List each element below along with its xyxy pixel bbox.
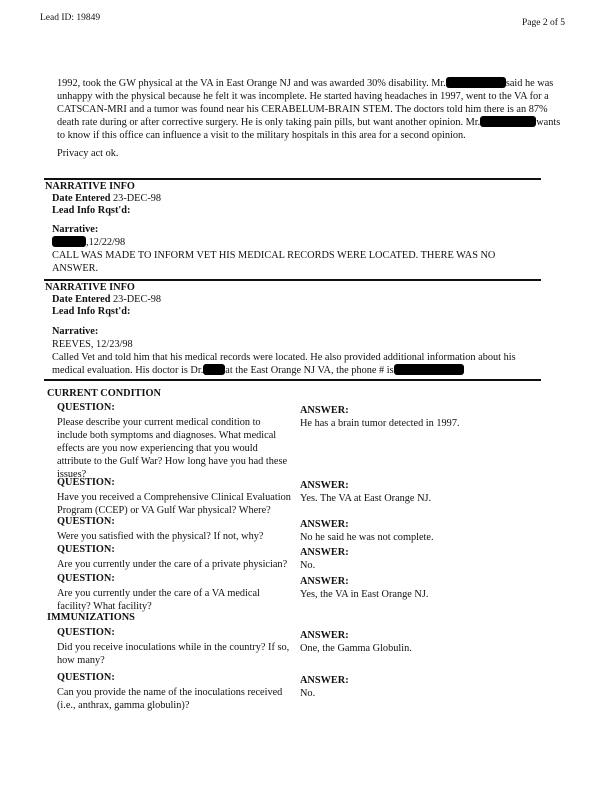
- answer-text: No.: [300, 688, 316, 699]
- text: unhappy with the physical because he felt it was incomplete. He started having headaches in 1997, went to the VA for a: [57, 91, 549, 102]
- answer-label: ANSWER:: [300, 405, 349, 416]
- question-text: Can you provide the name of the inoculations received: [57, 687, 283, 698]
- question-label: QUESTION:: [57, 627, 115, 638]
- question-label: QUESTION:: [57, 402, 115, 413]
- text: wants: [536, 117, 561, 128]
- question-text: Are you currently under the care of a VA medical: [57, 588, 260, 599]
- text: 1992, took the GW physical at the VA in East Orange NJ and was awarded 30% disability. Mr.: [57, 78, 446, 89]
- answer-text: Yes, the VA in East Orange NJ.: [300, 589, 429, 600]
- narrative-author: ,12/22/98: [86, 237, 126, 248]
- answer-label: ANSWER:: [300, 480, 349, 491]
- question-text: effects are you now experiencing that you would: [57, 443, 258, 454]
- section-heading: NARRATIVE INFO: [45, 181, 135, 192]
- redaction: [52, 236, 86, 247]
- answer-label: ANSWER:: [300, 675, 349, 686]
- question-label: QUESTION:: [57, 516, 115, 527]
- redaction: [480, 116, 536, 127]
- answer-text: Yes. The VA at East Orange NJ.: [300, 493, 432, 504]
- question-text: issues?: [57, 469, 87, 480]
- question-label: QUESTION:: [57, 672, 115, 683]
- privacy-note: Privacy act ok.: [57, 148, 119, 159]
- date-entered: 23-DEC-98: [113, 294, 162, 305]
- narrative-text: medical evaluation. His doctor is Dr.: [52, 365, 204, 376]
- answer-label: ANSWER:: [300, 519, 349, 530]
- text: said he was: [505, 78, 554, 89]
- date-entered: 23-DEC-98: [113, 193, 162, 204]
- narrative-text: CALL WAS MADE TO INFORM VET HIS MEDICAL RECORDS WERE LOCATED. THERE WAS NO: [52, 250, 496, 261]
- page-number: Page 2 of 5: [522, 18, 566, 28]
- label: Lead Info Rqst'd:: [52, 205, 131, 216]
- answer-text: He has a brain tumor detected in 1997.: [300, 418, 460, 429]
- question-text: Are you currently under the care of a private physician?: [57, 559, 288, 570]
- question-text: attribute to the Gulf War? How long have you had these: [57, 456, 288, 467]
- text: death rate during or after corrective surgery. He is only taking pain pills, but want another opinion. Mr.: [57, 117, 481, 128]
- label: Lead Info Rqst'd:: [52, 306, 131, 317]
- question-text: include both symptoms and diagnoses. What medical: [57, 430, 277, 441]
- answer-label: ANSWER:: [300, 547, 349, 558]
- question-text: Were you satisfied with the physical? If not, why?: [57, 531, 264, 542]
- label: Narrative:: [52, 224, 99, 235]
- narrative-text: ANSWER.: [52, 263, 99, 274]
- question-text: Did you receive inoculations while in the country? If so,: [57, 642, 290, 653]
- question-text: how many?: [57, 655, 105, 666]
- answer-text: No he said he was not complete.: [300, 532, 434, 543]
- section-heading: CURRENT CONDITION: [47, 388, 161, 399]
- answer-text: No.: [300, 560, 316, 571]
- question-text: facility? What facility?: [57, 601, 152, 612]
- text: to know if this office can influence a visit to the military hospitals in this area for a second opinion.: [57, 130, 466, 141]
- narrative-text: Called Vet and told him that his medical records were located. He also provided additional information about his: [52, 352, 516, 363]
- answer-label: ANSWER:: [300, 576, 349, 587]
- answer-label: ANSWER:: [300, 630, 349, 641]
- narrative-text: at the East Orange NJ VA, the phone # is: [225, 365, 394, 376]
- question-text: Program (CCEP) or VA Gulf War physical? Where?: [57, 505, 271, 516]
- question-text: Please describe your current medical condition to: [57, 417, 261, 428]
- redaction: [203, 364, 225, 375]
- question-label: QUESTION:: [57, 573, 115, 584]
- answer-text: One, the Gamma Globulin.: [300, 643, 412, 654]
- label: Date Entered: [52, 193, 111, 204]
- divider: [44, 379, 541, 381]
- lead-id: Lead ID: 19849: [40, 13, 101, 23]
- question-label: QUESTION:: [57, 544, 115, 555]
- label: Date Entered: [52, 294, 111, 305]
- redaction: [446, 77, 506, 88]
- question-label: QUESTION:: [57, 477, 115, 488]
- narrative-author: REEVES, 12/23/98: [52, 339, 133, 350]
- redaction: [394, 364, 464, 375]
- section-heading: IMMUNIZATIONS: [47, 612, 135, 623]
- question-text: (i.e., anthrax, gamma globulin)?: [57, 700, 190, 711]
- section-heading: NARRATIVE INFO: [45, 282, 135, 293]
- text: CATSCAN-MRI and a tumor was found near his CERABELUM-BRAIN STEM. The doctors told him there is an 87%: [57, 104, 548, 115]
- question-text: Have you received a Comprehensive Clinical Evaluation: [57, 492, 291, 503]
- label: Narrative:: [52, 326, 99, 337]
